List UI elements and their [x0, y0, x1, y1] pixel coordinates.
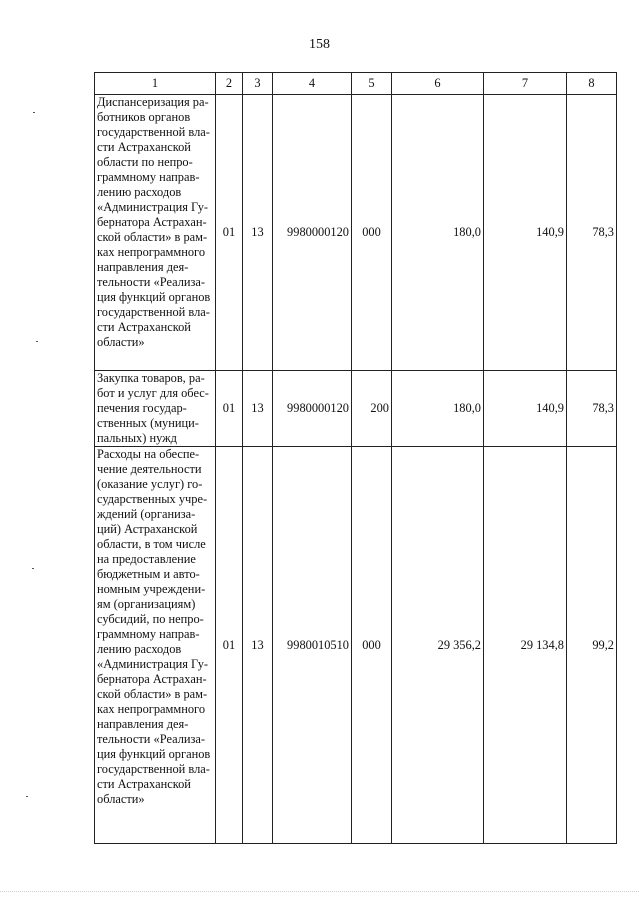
row-name-cell	[95, 447, 216, 844]
row-name-line: пальных) нужд	[97, 431, 177, 445]
executed-amount-cell: 140,9	[484, 371, 567, 447]
executed-amount-cell: 29 134,8	[484, 447, 567, 844]
row-name-line: сти Астраханской	[97, 777, 191, 791]
row-name-line: ботников органов	[97, 110, 191, 124]
row-name-line: номным учреждени-	[97, 582, 206, 596]
subsection-code-cell: 13	[243, 95, 273, 371]
row-name-line: ках непрограммного	[97, 245, 206, 259]
table-row	[95, 95, 617, 371]
row-name-line: граммному направ-	[97, 170, 200, 184]
column-header: 3	[243, 73, 273, 95]
row-name-line: печения государ-	[97, 401, 187, 415]
expense-type-cell: 000	[352, 95, 392, 371]
row-name-line: направления дея-	[97, 260, 189, 274]
row-name-cell	[95, 371, 216, 447]
row-name-line: «Администрация Гу-	[97, 200, 209, 214]
row-name-line: Расходы на обеспе-	[97, 447, 200, 461]
table-row	[95, 447, 617, 844]
row-name-line: государственной вла-	[97, 305, 210, 319]
percent-executed-cell: 78,3	[567, 95, 617, 371]
page-number: 158	[309, 37, 330, 52]
row-name-line: ям (организациям)	[97, 597, 196, 611]
row-name-line: ждений (организа-	[97, 507, 196, 521]
row-name-line: сударственных учре-	[97, 492, 208, 506]
row-name-line: области по непро-	[97, 155, 193, 169]
row-name-line: сти Астраханской	[97, 320, 191, 334]
table-row	[95, 371, 617, 447]
row-name-line: направления дея-	[97, 717, 189, 731]
row-name-line: бернатора Астрахан-	[97, 672, 207, 686]
percent-executed-cell: 99,2	[567, 447, 617, 844]
row-name-line: (оказание услуг) го-	[97, 477, 203, 491]
row-name-line: бюджетным и авто-	[97, 567, 200, 581]
target-article-cell: 9980000120	[273, 95, 352, 371]
row-name-line: государственной вла-	[97, 762, 210, 776]
planned-amount-cell: 180,0	[392, 371, 484, 447]
row-name-line: граммному направ-	[97, 627, 200, 641]
scan-edge-line	[0, 891, 639, 892]
planned-amount-cell: 29 356,2	[392, 447, 484, 844]
subsection-code-cell: 13	[243, 447, 273, 844]
column-header: 5	[352, 73, 392, 95]
row-name-line: бернатора Астрахан-	[97, 215, 207, 229]
planned-amount-cell: 180,0	[392, 95, 484, 371]
budget-table	[94, 72, 617, 844]
row-name-line: лению расходов	[97, 185, 182, 199]
row-name-line: ция функций органов	[97, 747, 211, 761]
row-name-line: ция функций органов	[97, 290, 211, 304]
row-name-line: государственной вла-	[97, 125, 210, 139]
row-name-line: области, в том числе	[97, 537, 206, 551]
executed-amount-cell: 140,9	[484, 95, 567, 371]
section-code-cell: 01	[216, 95, 243, 371]
row-name-line: ской области» в рам-	[97, 687, 208, 701]
subsection-code-cell: 13	[243, 371, 273, 447]
expense-type-cell: 200	[352, 371, 392, 447]
target-article-cell: 9980010510	[273, 447, 352, 844]
row-name-line: тельности «Реализа-	[97, 732, 206, 746]
row-name-cell	[95, 95, 216, 371]
row-name-line: «Администрация Гу-	[97, 657, 209, 671]
percent-executed-cell: 78,3	[567, 371, 617, 447]
scan-speck	[26, 796, 28, 797]
row-name-line: ках непрограммного	[97, 702, 206, 716]
scan-speck	[33, 112, 35, 113]
target-article-cell: 9980000120	[273, 371, 352, 447]
column-header: 1	[95, 73, 216, 95]
column-header: 6	[392, 73, 484, 95]
row-name-line: лению расходов	[97, 642, 182, 656]
row-name-line: Диспансеризация ра-	[97, 95, 209, 109]
row-name-line: тельности «Реализа-	[97, 275, 206, 289]
row-name-line: на предоставление	[97, 552, 196, 566]
column-header: 7	[484, 73, 567, 95]
row-name-line: чение деятельности	[97, 462, 202, 476]
row-name-line: бот и услуг для обес-	[97, 386, 209, 400]
table-header-row	[95, 73, 617, 95]
section-code-cell: 01	[216, 447, 243, 844]
row-name-line: сти Астраханской	[97, 140, 191, 154]
column-header: 2	[216, 73, 243, 95]
scan-speck	[32, 568, 34, 569]
row-name-line: Закупка товаров, ра-	[97, 371, 205, 385]
row-name-line: ской области» в рам-	[97, 230, 208, 244]
column-header: 8	[567, 73, 617, 95]
row-name-line: ственных (муници-	[97, 416, 199, 430]
column-header: 4	[273, 73, 352, 95]
row-name-line: ций) Астраханской	[97, 522, 198, 536]
expense-type-cell: 000	[352, 447, 392, 844]
row-name-line: области»	[97, 335, 145, 349]
row-name-line: субсидий, по непро-	[97, 612, 204, 626]
scan-speck	[36, 341, 38, 342]
row-name-line: области»	[97, 792, 145, 806]
section-code-cell: 01	[216, 371, 243, 447]
